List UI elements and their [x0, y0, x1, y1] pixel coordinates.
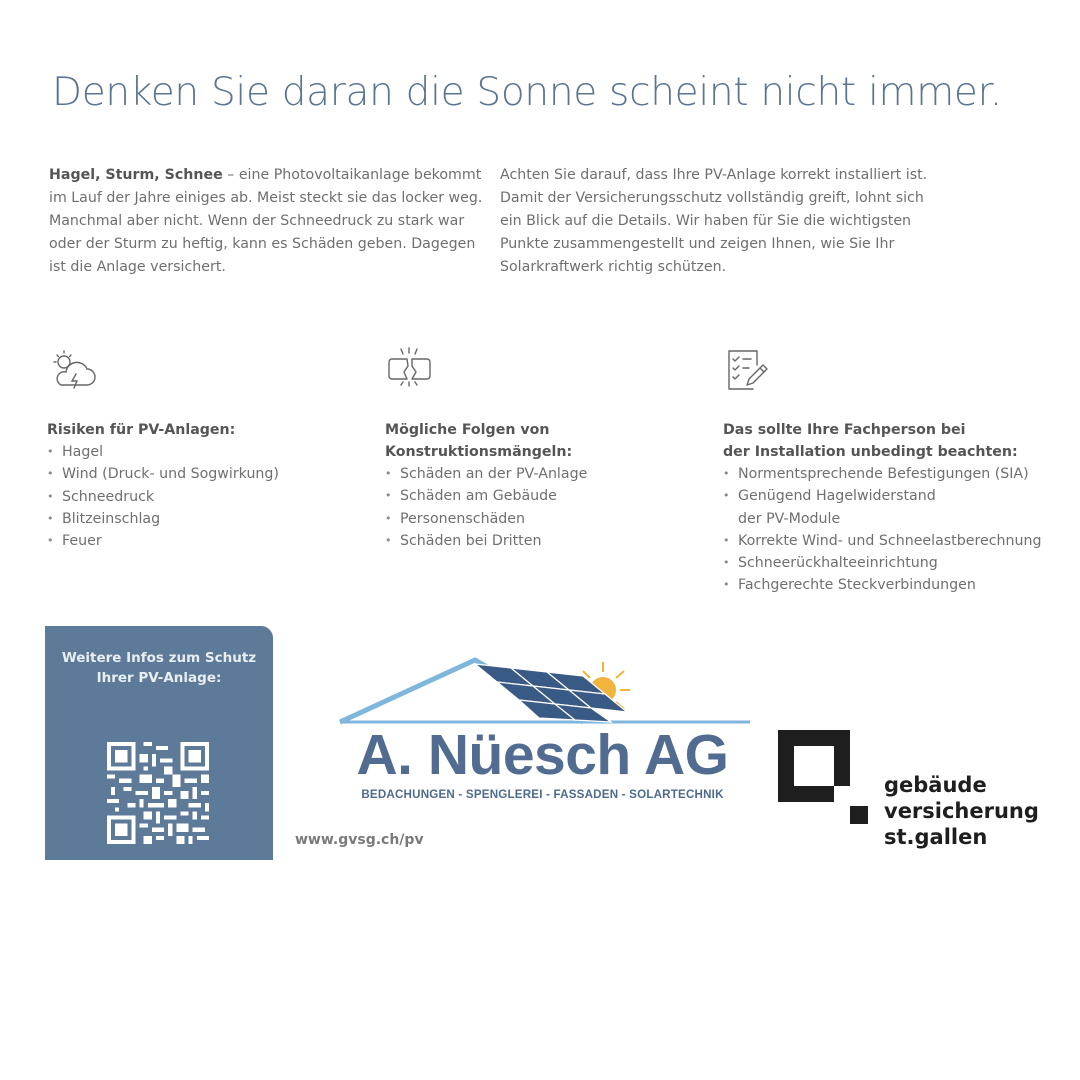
list-item	[723, 485, 1042, 530]
nuesch-tagline: BEDACHUNGEN - SPENGLEREI - FASSADEN - SOLARTECHNIK	[361, 788, 724, 801]
risks-list	[47, 441, 279, 552]
list-item: • Schäden bei Dritten	[385, 530, 587, 552]
installation-column	[723, 345, 1042, 597]
intro-left-paragraph	[49, 164, 489, 279]
info-box-text	[45, 648, 273, 688]
gvsg-line3: st.gallen	[884, 825, 988, 849]
list-item: • Feuer	[47, 530, 279, 552]
gvsg-logo-text	[884, 772, 1039, 850]
intro-right-paragraph: Achten Sie darauf, dass Ihre PV-Anlage korrekt installiert ist. Damit der Versicherungsschutz vollständig greift, lohnt sich ein Blick auf die Details. Wir haben für Sie die wichtigsten Punkte zusammengestellt und zeigen Ihnen, wie Sie Ihr Solarkraftwerk richtig schützen.	[500, 167, 928, 275]
nuesch-company-name: A. Nüesch AG	[356, 723, 729, 787]
list-item: • Normentsprechende Befestigungen (SIA)	[723, 463, 1042, 485]
risks-column	[47, 345, 279, 552]
info-box-line2: Ihrer PV-Anlage:	[96, 670, 222, 686]
consequences-title-line2: Konstruktionsmängeln:	[385, 444, 573, 460]
list-item: • Schneerückhalteeinrichtung	[723, 552, 1042, 574]
list-item: • Schäden an der PV-Anlage	[385, 463, 587, 485]
consequences-title-line1: Mögliche Folgen von	[385, 422, 550, 438]
list-item: • Schäden am Gebäude	[385, 485, 587, 507]
info-box	[45, 626, 273, 860]
storm-cloud-icon	[47, 345, 99, 397]
consequences-column	[385, 345, 587, 552]
qr-code[interactable]	[107, 742, 209, 844]
list-item: • Schneedruck	[47, 486, 279, 508]
intro-left-text: – eine Photovoltaikanlage bekommt im Lauf der Jahre einiges ab. Meist steckt sie das locker weg. Manchmal aber nicht. Wenn der Schneedruck zu stark war oder der Sturm zu heftig, kann es Schäden geben. Dagegen ist die Anlage versichert.	[49, 167, 483, 275]
list-item: • Blitzeinschlag	[47, 508, 279, 530]
intro-left-bold: Hagel, Sturm, Schnee	[49, 167, 223, 183]
list-item: • Fachgerechte Steckverbindungen	[723, 574, 1042, 596]
broken-frame-icon	[385, 345, 437, 397]
list-item-continuation: der PV-Module	[738, 510, 841, 527]
nuesch-logo	[335, 656, 755, 816]
gvsg-line2: versicherung	[884, 799, 1039, 823]
risks-title: Risiken für PV-Anlagen:	[47, 422, 236, 438]
installation-title-line1: Das sollte Ihre Fachperson bei	[723, 422, 966, 438]
installation-title-line2: der Installation unbedingt beachten:	[723, 444, 1018, 460]
list-item-text: Genügend Hagelwiderstand	[738, 488, 936, 505]
consequences-list	[385, 463, 587, 552]
info-url-link[interactable]: www.gvsg.ch/pv	[295, 832, 424, 848]
info-box-line1: Weitere Infos zum Schutz	[61, 650, 257, 666]
checklist-pen-icon	[723, 345, 775, 397]
installation-list	[723, 463, 1042, 597]
gvsg-logo-mark	[778, 730, 874, 826]
list-item: • Personenschäden	[385, 508, 587, 530]
list-item: • Hagel	[47, 441, 279, 463]
list-item: • Korrekte Wind- und Schneelastberechnung	[723, 530, 1042, 552]
list-item: • Wind (Druck- und Sogwirkung)	[47, 463, 279, 485]
page-headline: Denken Sie daran die Sonne scheint nicht immer.	[52, 70, 1002, 115]
gvsg-line1: gebäude	[884, 773, 987, 797]
